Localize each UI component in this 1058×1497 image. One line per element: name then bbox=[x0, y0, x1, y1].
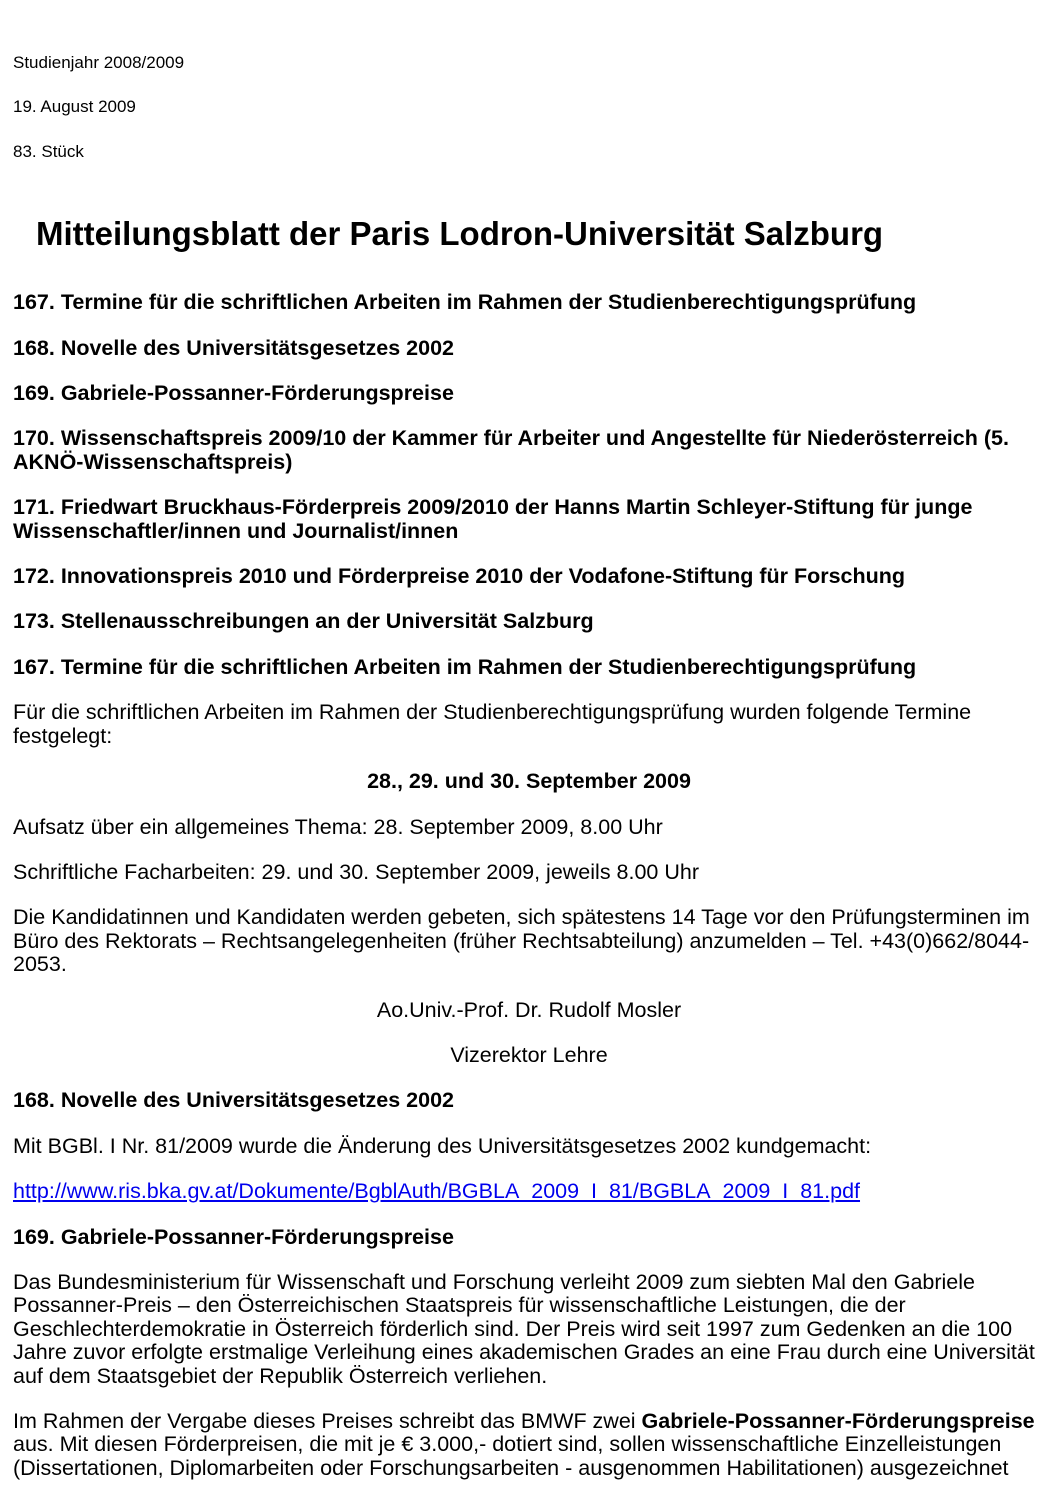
meta-issue: 83. Stück bbox=[13, 141, 84, 161]
aufsatz-line: Aufsatz über ein allgemeines Thema: 28. September 2009, 8.00 Uhr bbox=[13, 814, 663, 839]
section-167-intro: Für die schriftlichen Arbeiten im Rahmen der Studienberechtigungsprüfung wurden folgende Termine festgelegt: bbox=[13, 700, 972, 748]
toc-item-168: 168. Novelle des Universitätsgesetzes 2002 bbox=[13, 335, 455, 360]
meta-date: 19. August 2009 bbox=[13, 97, 136, 117]
toc-item-167: 167. Termine für die schriftlichen Arbeiten im Rahmen der Studienberechtigungsprüfung bbox=[13, 290, 917, 315]
toc-item-172: 172. Innovationspreis 2010 und Förderpreise 2010 der Vodafone-Stiftung für Forschung bbox=[13, 564, 906, 589]
section-168-heading: 168. Novelle des Universitätsgesetzes 2002 bbox=[13, 1088, 455, 1113]
section-169-heading: 169. Gabriele-Possanner-Förderungspreise bbox=[13, 1224, 454, 1249]
section-168-link-line bbox=[13, 1180, 1045, 1203]
exam-dates-line: 28., 29. und 30. September 2009 bbox=[367, 769, 691, 794]
section-168-body: Mit BGBl. I Nr. 81/2009 wurde die Änderung des Universitätsgesetzes 2002 kundgemacht: bbox=[13, 1133, 872, 1158]
page-title: Mitteilungsblatt der Paris Lodron-Universität Salzburg bbox=[36, 215, 884, 253]
section-167-heading: 167. Termine für die schriftlichen Arbeiten im Rahmen der Studienberechtigungsprüfung bbox=[13, 654, 917, 679]
section-169 bbox=[13, 1226, 1045, 1481]
signature-role: Vizerektor Lehre bbox=[450, 1042, 608, 1067]
section-167 bbox=[13, 656, 1045, 1067]
signature-name: Ao.Univ.-Prof. Dr. Rudolf Mosler bbox=[376, 997, 682, 1022]
document-header bbox=[13, 51, 1045, 163]
section-169-para2 bbox=[13, 1410, 1045, 1480]
para2-text-before: Im Rahmen der Vergabe dieses Preises schreibt das BMWF zwei bbox=[13, 1409, 642, 1433]
bgbl-pdf-link[interactable]: http://www.ris.bka.gv.at/Dokumente/BgblAuth/BGBLA_2009_I_81/BGBLA_2009_I_81.pdf bbox=[13, 1179, 861, 1204]
toc-item-169: 169. Gabriele-Possanner-Förderungspreise bbox=[13, 381, 454, 406]
toc-item-171: 171. Friedwart Bruckhaus-Förderpreis 2009/2010 der Hanns Martin Schleyer-Stiftung für junge Wissenschaftler/innen und Journalist/innen bbox=[13, 495, 973, 543]
meta-studienjahr: Studienjahr 2008/2009 bbox=[13, 53, 185, 72]
para2-text-after: aus. Mit diesen Förderpreisen, die mit je € 3.000,- dotiert sind, sollen wissenschaftliche Einzelleistungen (Dissertationen, Diplomarbeiten oder Forschungsarbeiten - ausgenommen Habilitationen) ausgezeichnet bbox=[13, 1432, 1009, 1480]
registration-note: Die Kandidatinnen und Kandidaten werden gebeten, sich spätestens 14 Tage vor den Prüfungsterminen im Büro des Rektorats – Rechtsangelegenheiten (früher Rechtsabteilung) anzumelden – Tel. +43(0)662/8044-2053. bbox=[13, 905, 1030, 977]
toc-item-173: 173. Stellenausschreibungen an der Universität Salzburg bbox=[13, 609, 594, 634]
table-of-contents bbox=[13, 291, 1045, 634]
toc-item-170: 170. Wissenschaftspreis 2009/10 der Kammer für Arbeiter und Angestellte für Niederösterreich (5. AKNÖ-Wissenschaftspreis) bbox=[13, 426, 1009, 474]
section-168 bbox=[13, 1089, 1045, 1203]
facharbeiten-line: Schriftliche Facharbeiten: 29. und 30. September 2009, jeweils 8.00 Uhr bbox=[13, 859, 700, 884]
award-name-bold: Gabriele-Possanner-Förderungspreise bbox=[641, 1409, 1035, 1433]
section-169-para1: Das Bundesministerium für Wissenschaft und Forschung verleiht 2009 zum siebten Mal den Gabriele Possanner-Preis – den Österreichischen Staatspreis für wissenschaftliche Leistungen, die der Geschlechterdemokratie in Österreich förderlich sind. Der Preis wird seit 1997 zum Gedenken an die 100 Jahre zuvor erfolgte erstmalige Verleihung eines akademischen Grades an eine Frau durch eine Universität auf dem Staatsgebiet der Republik Österreich verliehen. bbox=[13, 1269, 1035, 1388]
